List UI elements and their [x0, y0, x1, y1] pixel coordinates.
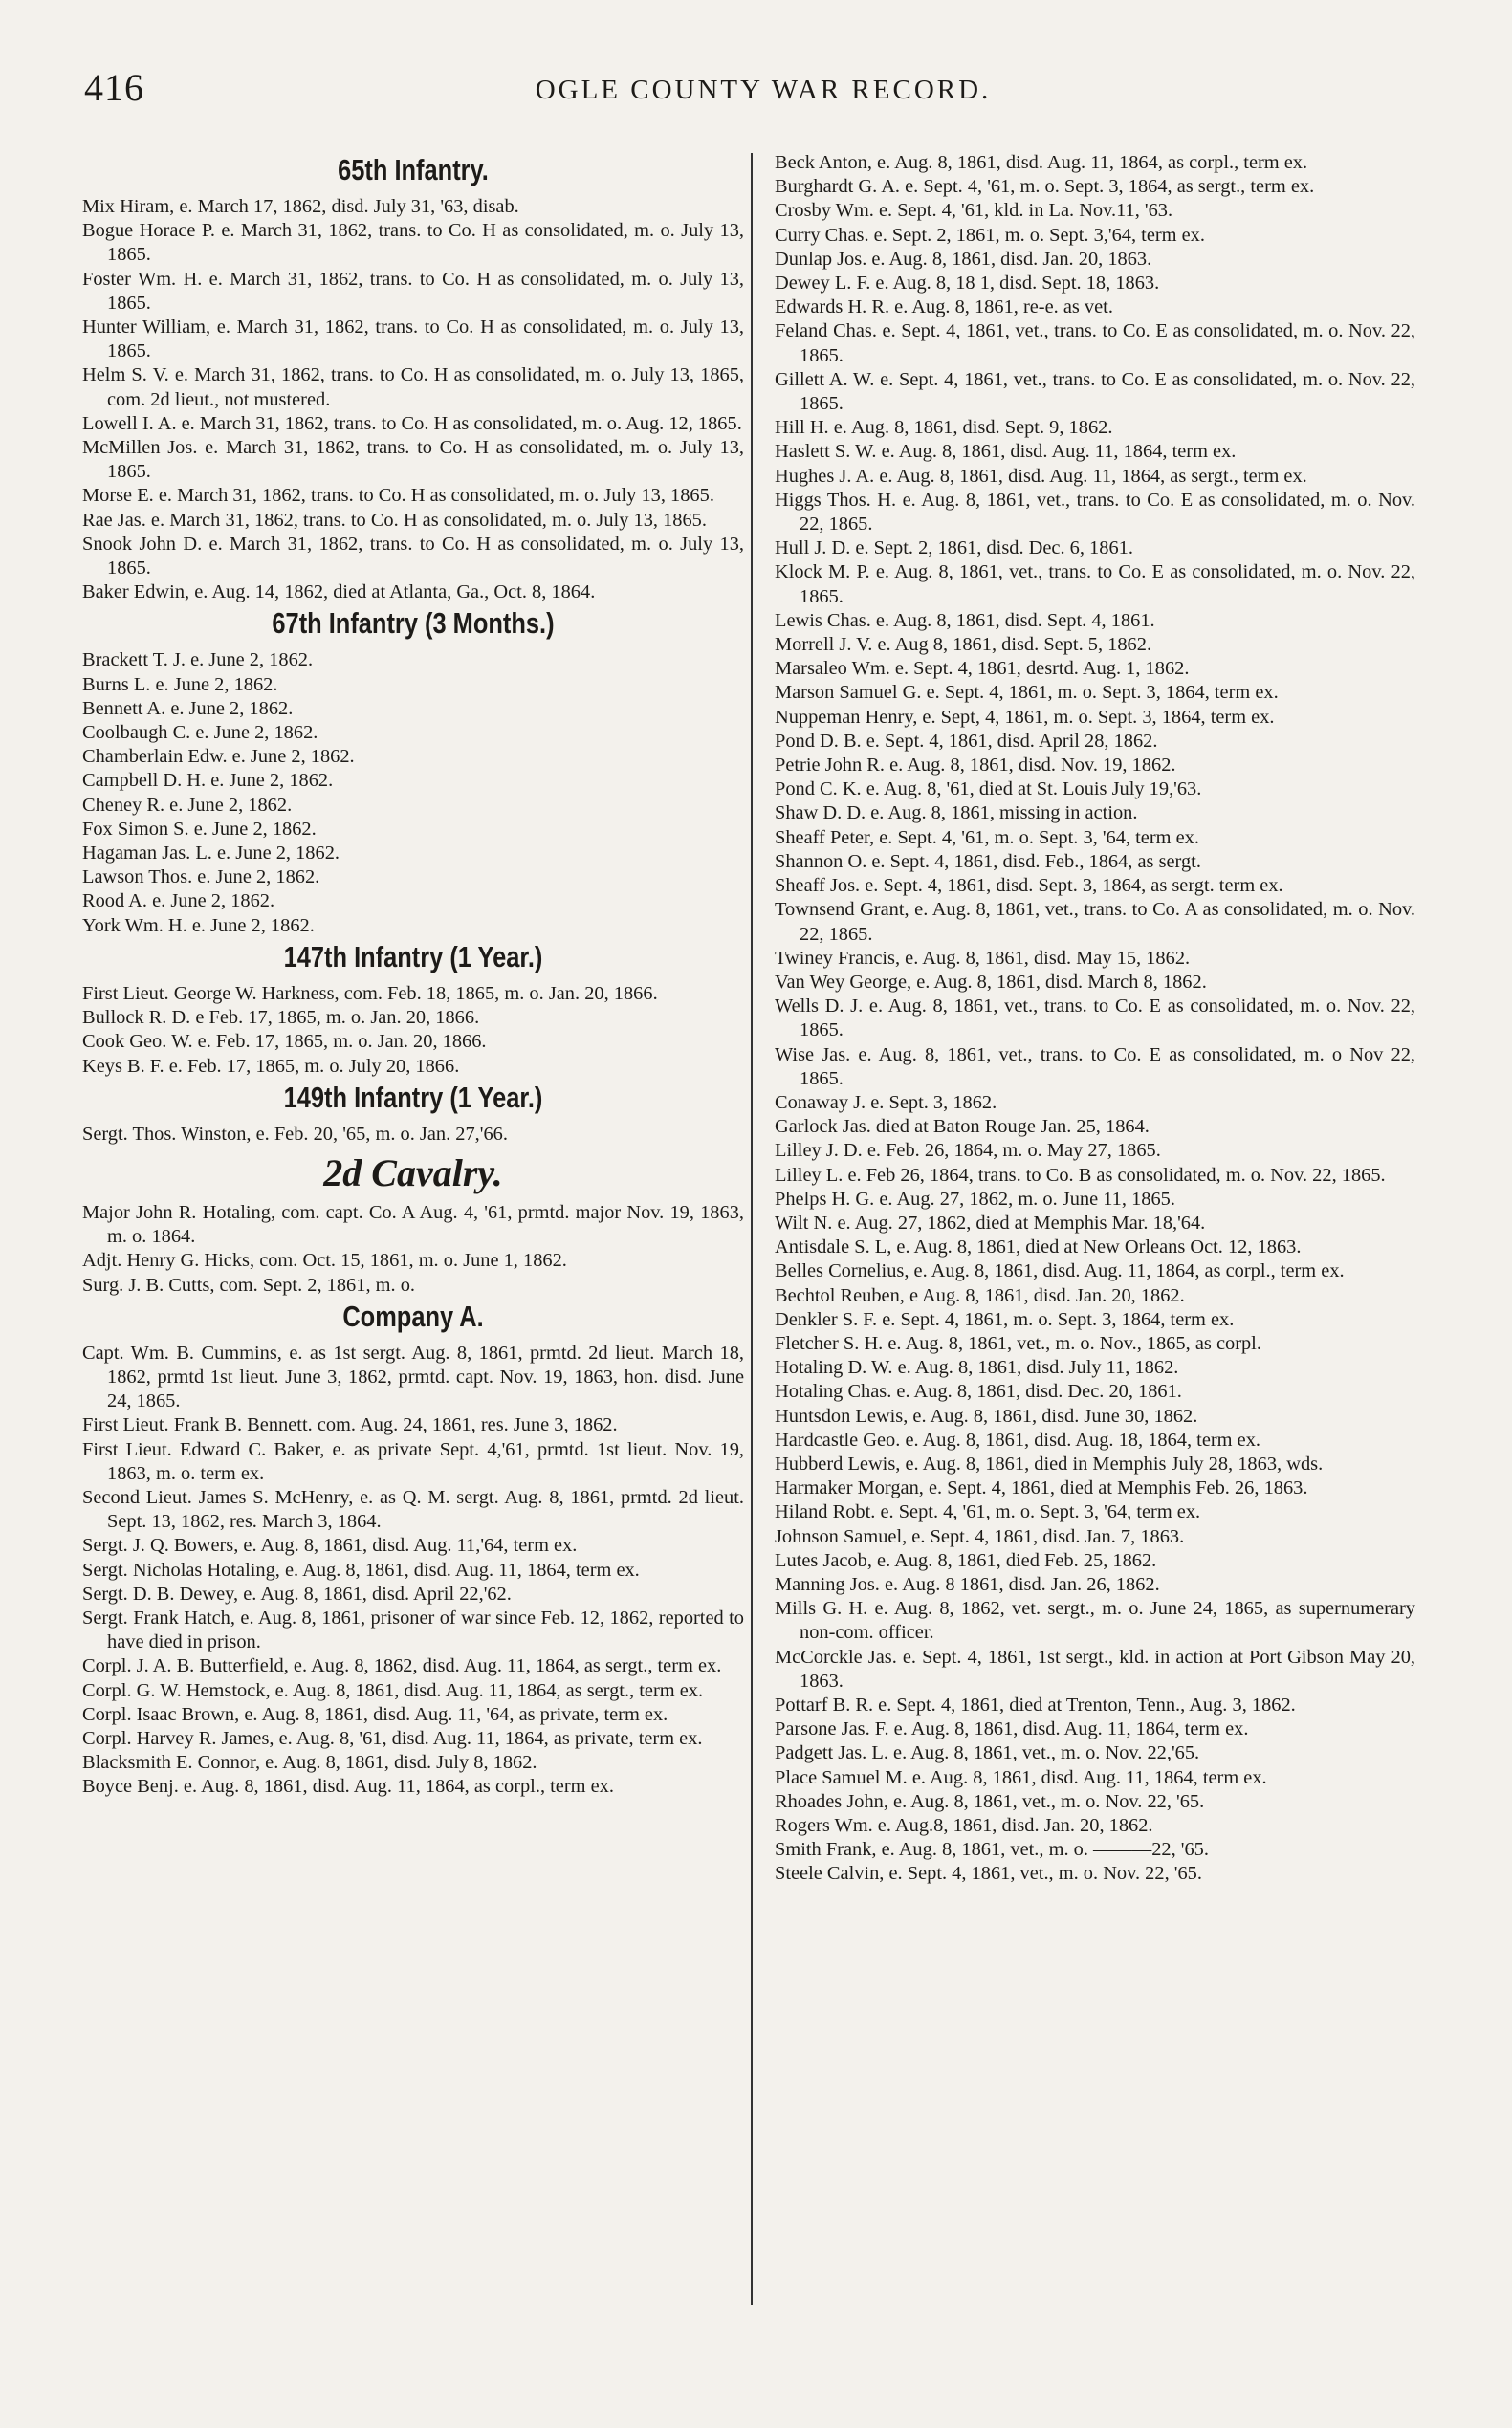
roster-entry: Manning Jos. e. Aug. 8 1861, disd. Jan. 26, 1862. — [775, 1573, 1160, 1595]
roster-entry: Phelps H. G. e. Aug. 27, 1862, m. o. June 11, 1865. — [775, 1188, 1175, 1210]
roster-entry: Marsaleo Wm. e. Sept. 4, 1861, desrtd. Aug. 1, 1862. — [775, 658, 1190, 680]
roster-section — [82, 1081, 744, 1147]
roster-entry: Fletcher S. H. e. Aug. 8, 1861, vet., m. o. Nov., 1865, as corpl. — [775, 1332, 1261, 1354]
roster-entry: Campbell D. H. e. June 2, 1862. — [82, 770, 334, 792]
roster-entry: Steele Calvin, e. Sept. 4, 1861, vet., m. o. Nov. 22, '65. — [775, 1863, 1202, 1885]
roster-entry: Second Lieut. James S. McHenry, e. as Q. M. sergt. Aug. 8, 1861, prmtd. 2d lieut. Sept. 13, 1862, res. March 3, 1864. — [82, 1486, 744, 1533]
roster-entry: Higgs Thos. H. e. Aug. 8, 1861, vet., trans. to Co. E as consolidated, m. o. Nov. 22, 1865. — [775, 489, 1415, 536]
roster-entry: McCorckle Jas. e. Sept. 4, 1861, 1st sergt., kld. in action at Port Gibson May 20, 1863. — [775, 1646, 1415, 1692]
roster-entry: Burns L. e. June 2, 1862. — [82, 673, 278, 695]
roster-entry: Rae Jas. e. March 31, 1862, trans. to Co. H as consolidated, m. o. July 13, 1865. — [82, 509, 707, 531]
roster-entry: Hughes J. A. e. Aug. 8, 1861, disd. Aug. 11, 1864, as sergt., term ex. — [775, 465, 1307, 487]
roster-entry: Hotaling Chas. e. Aug. 8, 1861, disd. Dec. 20, 1861. — [775, 1381, 1182, 1403]
running-title: OGLE COUNTY WAR RECORD. — [535, 75, 992, 105]
roster-entry: Hull J. D. e. Sept. 2, 1861, disd. Dec. 6, 1861. — [775, 537, 1133, 559]
roster-section — [82, 940, 744, 1079]
roster-entry: First Lieut. Edward C. Baker, e. as private Sept. 4,'61, prmtd. 1st lieut. Nov. 19, 1863, m. o. term ex. — [82, 1438, 744, 1484]
section-heading: 2d Cavalry. — [323, 1150, 503, 1194]
roster-entry: Hill H. e. Aug. 8, 1861, disd. Sept. 9, 1862. — [775, 417, 1113, 439]
roster-entry: Twiney Francis, e. Aug. 8, 1861, disd. May 15, 1862. — [775, 947, 1191, 969]
roster-entry: Cook Geo. W. e. Feb. 17, 1865, m. o. Jan. 20, 1866. — [82, 1031, 487, 1053]
page-header — [84, 65, 1442, 113]
roster-entry: First Lieut. Frank B. Bennett. com. Aug. 24, 1861, res. June 3, 1862. — [82, 1414, 618, 1436]
roster-entry: Fox Simon S. e. June 2, 1862. — [82, 818, 317, 840]
page-number: 416 — [84, 66, 144, 109]
roster-entry: Lowell I. A. e. March 31, 1862, trans. to Co. H as consolidated, m. o. Aug. 12, 1865. — [82, 412, 742, 434]
roster-entry: Bechtol Reuben, e Aug. 8, 1861, disd. Jan. 20, 1862. — [775, 1284, 1185, 1306]
roster-entry: Lilley J. D. e. Feb. 26, 1864, m. o. May 27, 1865. — [775, 1140, 1161, 1162]
roster-entry: Wilt N. e. Aug. 27, 1862, died at Memphis Mar. 18,'64. — [775, 1212, 1206, 1234]
roster-entry: Dunlap Jos. e. Aug. 8, 1861, disd. Jan. 20, 1863. — [775, 248, 1152, 270]
roster-entry: Sheaff Peter, e. Sept. 4, '61, m. o. Sept. 3, '64, term ex. — [775, 826, 1199, 848]
roster-entry: Capt. Wm. B. Cummins, e. as 1st sergt. Aug. 8, 1861, prmtd. 2d lieut. March 18, 1862, prmtd 1st lieut. June 3, 1862, prmtd. capt. Nov. 19, 1863, hon. disd. June 24, 1865. — [82, 1342, 744, 1412]
roster-entry: Pottarf B. R. e. Sept. 4, 1861, died at Trenton, Tenn., Aug. 3, 1862. — [775, 1695, 1296, 1716]
roster-entry: Bennett A. e. June 2, 1862. — [82, 697, 294, 719]
roster-entry: Place Samuel M. e. Aug. 8, 1861, disd. Aug. 11, 1864, term ex. — [775, 1766, 1267, 1788]
roster-entry: McMillen Jos. e. March 31, 1862, trans. to Co. H as consolidated, m. o. July 13, 1865. — [82, 437, 744, 483]
roster-entry: Shannon O. e. Sept. 4, 1861, disd. Feb., 1864, as sergt. — [775, 850, 1201, 872]
roster-entry: Coolbaugh C. e. June 2, 1862. — [82, 722, 318, 744]
roster-entry: Burghardt G. A. e. Sept. 4, '61, m. o. Sept. 3, 1864, as sergt., term ex. — [775, 176, 1315, 198]
roster-entry: Keys B. F. e. Feb. 17, 1865, m. o. July 20, 1866. — [82, 1055, 460, 1077]
roster-entry: Major John R. Hotaling, com. capt. Co. A Aug. 4, '61, prmtd. major Nov. 19, 1863, m. o. 1864. — [82, 1201, 744, 1248]
roster-entry: Lutes Jacob, e. Aug. 8, 1861, died Feb. 25, 1862. — [775, 1549, 1157, 1571]
roster-entry: Padgett Jas. L. e. Aug. 8, 1861, vet., m. o. Nov. 22,'65. — [775, 1742, 1200, 1764]
roster-entry: Baker Edwin, e. Aug. 14, 1862, died at Atlanta, Ga., Oct. 8, 1864. — [82, 581, 596, 603]
roster-entry: Sergt. Frank Hatch, e. Aug. 8, 1861, prisoner of war since Feb. 12, 1862, reported to have died in prison. — [82, 1607, 744, 1653]
roster-entry: Boyce Benj. e. Aug. 8, 1861, disd. Aug. 11, 1864, as corpl., term ex. — [82, 1776, 614, 1798]
roster-section — [82, 606, 744, 937]
roster-entry: Snook John D. e. March 31, 1862, trans. to Co. H as consolidated, m. o. July 13, 1865. — [82, 533, 744, 580]
roster-entry: Harmaker Morgan, e. Sept. 4, 1861, died at Memphis Feb. 26, 1863. — [775, 1477, 1308, 1499]
roster-entry: Pond D. B. e. Sept. 4, 1861, disd. April 28, 1862. — [775, 730, 1158, 752]
roster-entry: Corpl. Isaac Brown, e. Aug. 8, 1861, disd. Aug. 11, '64, as private, term ex. — [82, 1703, 668, 1725]
roster-entry: Haslett S. W. e. Aug. 8, 1861, disd. Aug. 11, 1864, term ex. — [775, 441, 1237, 463]
roster-entry: Shaw D. D. e. Aug. 8, 1861, missing in action. — [775, 802, 1138, 824]
roster-entry: Mills G. H. e. Aug. 8, 1862, vet. sergt., m. o. June 24, 1865, as supernumerary non-com. officer. — [775, 1598, 1415, 1644]
roster-entry: Rood A. e. June 2, 1862. — [82, 890, 275, 912]
roster-section — [82, 1150, 744, 1298]
roster-entry: Bullock R. D. e Feb. 17, 1865, m. o. Jan. 20, 1866. — [82, 1007, 480, 1029]
roster-entry: Gillett A. W. e. Sept. 4, 1861, vet., trans. to Co. E as consolidated, m. o. Nov. 22, 1865. — [775, 368, 1415, 415]
roster-entry: Hardcastle Geo. e. Aug. 8, 1861, disd. Aug. 18, 1864, term ex. — [775, 1429, 1260, 1451]
right-column — [775, 151, 1415, 1887]
roster-entry: Crosby Wm. e. Sept. 4, '61, kld. in La. Nov.11, '63. — [775, 200, 1173, 222]
roster-entry: Antisdale S. L, e. Aug. 8, 1861, died at New Orleans Oct. 12, 1863. — [775, 1236, 1302, 1258]
roster-entry: Smith Frank, e. Aug. 8, 1861, vet., m. o. ———22, '65. — [775, 1839, 1209, 1861]
roster-entry: Helm S. V. e. March 31, 1862, trans. to Co. H as consolidated, m. o. July 13, 1865, com. 2d lieut., not mustered. — [82, 364, 744, 410]
roster-entry: Edwards H. R. e. Aug. 8, 1861, re-e. as vet. — [775, 296, 1113, 318]
roster-entry: Townsend Grant, e. Aug. 8, 1861, vet., trans. to Co. A as consolidated, m. o. Nov. 22, 1865. — [775, 899, 1415, 945]
roster-entry: Sergt. D. B. Dewey, e. Aug. 8, 1861, disd. April 22,'62. — [82, 1583, 512, 1605]
roster-entry: Parsone Jas. F. e. Aug. 8, 1861, disd. Aug. 11, 1864, term ex. — [775, 1718, 1249, 1740]
roster-entry: Morrell J. V. e. Aug 8, 1861, disd. Sept. 5, 1862. — [775, 634, 1152, 656]
roster-entry: Sergt. J. Q. Bowers, e. Aug. 8, 1861, disd. Aug. 11,'64, term ex. — [82, 1535, 578, 1557]
roster-entry: Chamberlain Edw. e. June 2, 1862. — [82, 746, 355, 768]
roster-entry: Marson Samuel G. e. Sept. 4, 1861, m. o. Sept. 3, 1864, term ex. — [775, 682, 1279, 704]
roster-entry: Foster Wm. H. e. March 31, 1862, trans. to Co. H as consolidated, m. o. July 13, 1865. — [82, 268, 744, 314]
roster-entry: Dewey L. F. e. Aug. 8, 18 1, disd. Sept. 18, 1863. — [775, 273, 1160, 295]
roster-entry: Nuppeman Henry, e. Sept, 4, 1861, m. o. Sept. 3, 1864, term ex. — [775, 706, 1275, 728]
roster-entry: Wells D. J. e. Aug. 8, 1861, vet., trans. to Co. E as consolidated, m. o. Nov. 22, 1865. — [775, 995, 1415, 1041]
roster-entry: First Lieut. George W. Harkness, com. Feb. 18, 1865, m. o. Jan. 20, 1866. — [82, 982, 658, 1004]
roster-entry: Van Wey George, e. Aug. 8, 1861, disd. March 8, 1862. — [775, 971, 1207, 993]
roster-entry: Sheaff Jos. e. Sept. 4, 1861, disd. Sept. 3, 1864, as sergt. term ex. — [775, 875, 1283, 897]
roster-entry: Corpl. J. A. B. Butterfield, e. Aug. 8, 1862, disd. Aug. 11, 1864, as sergt., term ex. — [82, 1655, 722, 1677]
roster-entry: Corpl. G. W. Hemstock, e. Aug. 8, 1861, disd. Aug. 11, 1864, as sergt., term ex. — [82, 1679, 704, 1701]
roster-entry: Feland Chas. e. Sept. 4, 1861, vet., trans. to Co. E as consolidated, m. o. Nov. 22, 1865. — [775, 320, 1415, 366]
roster-entry: Hubberd Lewis, e. Aug. 8, 1861, died in Memphis July 28, 1863, wds. — [775, 1453, 1324, 1475]
left-column — [82, 151, 744, 1800]
roster-entry: Brackett T. J. e. June 2, 1862. — [82, 649, 314, 671]
section-heading: 67th Infantry (3 Months.) — [272, 606, 555, 641]
section-heading: 147th Infantry (1 Year.) — [283, 939, 543, 973]
roster-entry: Bogue Horace P. e. March 31, 1862, trans. to Co. H as consolidated, m. o. July 13, 1865. — [82, 220, 744, 266]
roster-entry: Wise Jas. e. Aug. 8, 1861, vet., trans. to Co. E as consolidated, m. o Nov 22, 1865. — [775, 1043, 1415, 1089]
roster-entry: Lewis Chas. e. Aug. 8, 1861, disd. Sept. 4, 1861. — [775, 609, 1155, 631]
section-heading: 65th Infantry. — [338, 153, 489, 186]
roster-entry: Curry Chas. e. Sept. 2, 1861, m. o. Sept. 3,'64, term ex. — [775, 224, 1205, 246]
roster-section — [82, 1300, 744, 1800]
roster-entry: Lilley L. e. Feb 26, 1864, trans. to Co. B as consolidated, m. o. Nov. 22, 1865. — [775, 1164, 1386, 1186]
section-heading: 149th Infantry (1 Year.) — [283, 1080, 543, 1114]
section-heading: Company A. — [342, 1299, 484, 1333]
roster-entry: Hunter William, e. March 31, 1862, trans. to Co. H as consolidated, m. o. July 13, 1865. — [82, 317, 744, 362]
roster-section — [82, 153, 744, 604]
roster-entry: Hiland Robt. e. Sept. 4, '61, m. o. Sept. 3, '64, term ex. — [775, 1501, 1201, 1523]
roster-entry: Denkler S. F. e. Sept. 4, 1861, m. o. Sept. 3, 1864, term ex. — [775, 1308, 1235, 1330]
roster-entry: Petrie John R. e. Aug. 8, 1861, disd. Nov. 19, 1862. — [775, 755, 1176, 777]
column-divider — [751, 153, 753, 2305]
roster-entry: York Wm. H. e. June 2, 1862. — [82, 914, 315, 936]
roster-entry: Hotaling D. W. e. Aug. 8, 1861, disd. July 11, 1862. — [775, 1357, 1179, 1379]
roster-entry: Johnson Samuel, e. Sept. 4, 1861, disd. Jan. 7, 1863. — [775, 1525, 1185, 1547]
roster-entry: Cheney R. e. June 2, 1862. — [82, 794, 293, 816]
roster-entry: Hagaman Jas. L. e. June 2, 1862. — [82, 842, 340, 864]
roster-entry: Pond C. K. e. Aug. 8, '61, died at St. Louis July 19,'63. — [775, 778, 1202, 800]
roster-entry: Rogers Wm. e. Aug.8, 1861, disd. Jan. 20, 1862. — [775, 1815, 1153, 1837]
roster-entry: Belles Cornelius, e. Aug. 8, 1861, disd. Aug. 11, 1864, as corpl., term ex. — [775, 1260, 1345, 1282]
roster-entry: Sergt. Thos. Winston, e. Feb. 20, '65, m. o. Jan. 27,'66. — [82, 1123, 508, 1145]
roster-entry: Blacksmith E. Connor, e. Aug. 8, 1861, disd. July 8, 1862. — [82, 1752, 537, 1774]
roster-entry: Huntsdon Lewis, e. Aug. 8, 1861, disd. June 30, 1862. — [775, 1405, 1198, 1427]
roster-entry: Surg. J. B. Cutts, com. Sept. 2, 1861, m. o. — [82, 1274, 415, 1296]
roster-entry: Beck Anton, e. Aug. 8, 1861, disd. Aug. 11, 1864, as corpl., term ex. — [775, 152, 1308, 173]
roster-entry: Conaway J. e. Sept. 3, 1862. — [775, 1091, 997, 1113]
roster-entry: Morse E. e. March 31, 1862, trans. to Co. H as consolidated, m. o. July 13, 1865. — [82, 485, 714, 507]
roster-entry: Adjt. Henry G. Hicks, com. Oct. 15, 1861, m. o. June 1, 1862. — [82, 1250, 567, 1272]
roster-entry: Mix Hiram, e. March 17, 1862, disd. July 31, '63, disab. — [82, 196, 519, 217]
roster-entry: Corpl. Harvey R. James, e. Aug. 8, '61, disd. Aug. 11, 1864, as private, term ex. — [82, 1727, 703, 1749]
roster-entry: Garlock Jas. died at Baton Rouge Jan. 25, 1864. — [775, 1116, 1150, 1138]
roster-entry: Lawson Thos. e. June 2, 1862. — [82, 866, 320, 888]
roster-entry: Klock M. P. e. Aug. 8, 1861, vet., trans. to Co. E as consolidated, m. o. Nov. 22, 1865. — [775, 561, 1415, 607]
roster-entry: Rhoades John, e. Aug. 8, 1861, vet., m. o. Nov. 22, '65. — [775, 1790, 1205, 1812]
roster-entry: Sergt. Nicholas Hotaling, e. Aug. 8, 1861, disd. Aug. 11, 1864, term ex. — [82, 1559, 640, 1581]
